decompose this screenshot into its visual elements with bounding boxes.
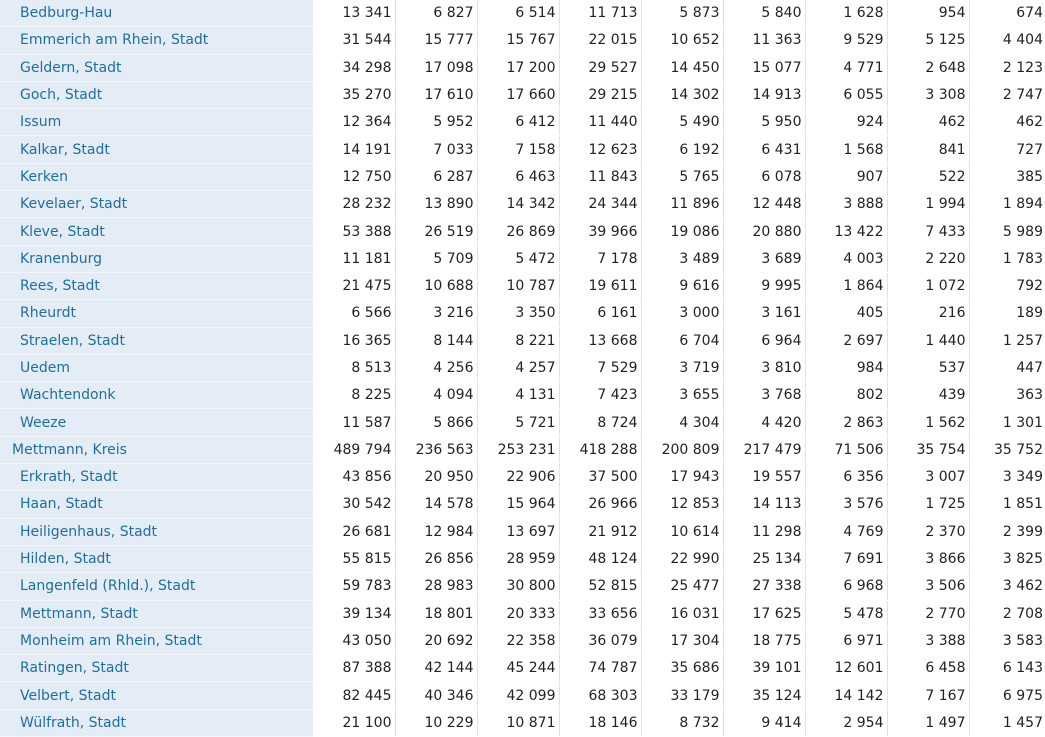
value-cell: 74 787 (559, 655, 641, 682)
value-cell: 4 304 (641, 409, 723, 436)
value-cell: 17 660 (477, 81, 559, 108)
value-cell: 43 856 (313, 464, 395, 491)
value-cell: 1 457 (969, 709, 1045, 736)
municipality-link[interactable]: Issum (0, 109, 313, 136)
table-row (0, 655, 1045, 682)
table-row (0, 464, 1045, 491)
table-row (0, 191, 1045, 218)
value-cell: 9 616 (641, 272, 723, 299)
value-cell: 4 131 (477, 382, 559, 409)
value-cell: 39 101 (723, 655, 805, 682)
value-cell: 5 873 (641, 0, 723, 27)
table-row (0, 0, 1045, 27)
value-cell: 6 968 (805, 573, 887, 600)
table-row (0, 218, 1045, 245)
value-cell: 7 033 (395, 136, 477, 163)
value-cell: 4 094 (395, 382, 477, 409)
value-cell: 489 794 (313, 436, 395, 463)
value-cell: 3 000 (641, 300, 723, 327)
value-cell: 3 388 (887, 627, 969, 654)
value-cell: 19 086 (641, 218, 723, 245)
value-cell: 24 344 (559, 191, 641, 218)
value-cell: 674 (969, 0, 1045, 27)
table-row (0, 81, 1045, 108)
value-cell: 4 256 (395, 354, 477, 381)
table-row (0, 682, 1045, 709)
municipality-link[interactable]: Uedem (0, 354, 313, 381)
value-cell: 28 959 (477, 545, 559, 572)
value-cell: 14 142 (805, 682, 887, 709)
value-cell: 39 966 (559, 218, 641, 245)
value-cell: 2 123 (969, 54, 1045, 81)
value-cell: 5 490 (641, 109, 723, 136)
table-row (0, 382, 1045, 409)
value-cell: 34 298 (313, 54, 395, 81)
value-cell: 35 270 (313, 81, 395, 108)
value-cell: 6 971 (805, 627, 887, 654)
value-cell: 9 529 (805, 27, 887, 54)
municipality-link[interactable]: Rees, Stadt (0, 272, 313, 299)
value-cell: 12 750 (313, 163, 395, 190)
value-cell: 1 894 (969, 191, 1045, 218)
table-row (0, 327, 1045, 354)
value-cell: 40 346 (395, 682, 477, 709)
table-row (0, 109, 1045, 136)
value-cell: 6 463 (477, 163, 559, 190)
value-cell: 87 388 (313, 655, 395, 682)
value-cell: 20 950 (395, 464, 477, 491)
value-cell: 363 (969, 382, 1045, 409)
value-cell: 22 015 (559, 27, 641, 54)
value-cell: 1 725 (887, 491, 969, 518)
value-cell: 6 431 (723, 136, 805, 163)
value-cell: 12 623 (559, 136, 641, 163)
value-cell: 2 370 (887, 518, 969, 545)
value-cell: 55 815 (313, 545, 395, 572)
value-cell: 14 191 (313, 136, 395, 163)
value-cell: 3 768 (723, 382, 805, 409)
value-cell: 21 475 (313, 272, 395, 299)
value-cell: 1 851 (969, 491, 1045, 518)
value-cell: 15 767 (477, 27, 559, 54)
value-cell: 6 412 (477, 109, 559, 136)
value-cell: 924 (805, 109, 887, 136)
value-cell: 14 113 (723, 491, 805, 518)
value-cell: 11 181 (313, 245, 395, 272)
table-row (0, 272, 1045, 299)
value-cell: 30 542 (313, 491, 395, 518)
value-cell: 4 771 (805, 54, 887, 81)
value-cell: 3 576 (805, 491, 887, 518)
value-cell: 16 365 (313, 327, 395, 354)
value-cell: 7 433 (887, 218, 969, 245)
value-cell: 5 478 (805, 600, 887, 627)
value-cell: 6 287 (395, 163, 477, 190)
table-row (0, 409, 1045, 436)
municipality-link[interactable]: Wülfrath, Stadt (0, 709, 313, 736)
table-row (0, 545, 1045, 572)
value-cell: 13 422 (805, 218, 887, 245)
value-cell: 21 100 (313, 709, 395, 736)
table-row (0, 573, 1045, 600)
table-row (0, 627, 1045, 654)
value-cell: 5 952 (395, 109, 477, 136)
value-cell: 253 231 (477, 436, 559, 463)
value-cell: 3 825 (969, 545, 1045, 572)
value-cell: 26 856 (395, 545, 477, 572)
table-row (0, 54, 1045, 81)
value-cell: 727 (969, 136, 1045, 163)
value-cell: 68 303 (559, 682, 641, 709)
value-cell: 3 506 (887, 573, 969, 600)
value-cell: 39 134 (313, 600, 395, 627)
value-cell: 14 450 (641, 54, 723, 81)
value-cell: 5 125 (887, 27, 969, 54)
value-cell: 6 192 (641, 136, 723, 163)
municipality-link[interactable]: Kerken (0, 163, 313, 190)
value-cell: 18 146 (559, 709, 641, 736)
municipality-link[interactable]: Kranenburg (0, 245, 313, 272)
value-cell: 236 563 (395, 436, 477, 463)
value-cell: 26 869 (477, 218, 559, 245)
value-cell: 7 158 (477, 136, 559, 163)
value-cell: 7 691 (805, 545, 887, 572)
value-cell: 17 943 (641, 464, 723, 491)
value-cell: 6 458 (887, 655, 969, 682)
value-cell: 3 349 (969, 464, 1045, 491)
value-cell: 8 144 (395, 327, 477, 354)
value-cell: 35 752 (969, 436, 1045, 463)
value-cell: 42 144 (395, 655, 477, 682)
value-cell: 18 801 (395, 600, 477, 627)
value-cell: 48 124 (559, 545, 641, 572)
municipality-link[interactable]: Geldern, Stadt (0, 54, 313, 81)
value-cell: 18 775 (723, 627, 805, 654)
value-cell: 537 (887, 354, 969, 381)
value-cell: 1 257 (969, 327, 1045, 354)
value-cell: 5 472 (477, 245, 559, 272)
value-cell: 522 (887, 163, 969, 190)
value-cell: 8 225 (313, 382, 395, 409)
value-cell: 5 866 (395, 409, 477, 436)
value-cell: 1 994 (887, 191, 969, 218)
value-cell: 13 697 (477, 518, 559, 545)
value-cell: 3 719 (641, 354, 723, 381)
value-cell: 802 (805, 382, 887, 409)
value-cell: 216 (887, 300, 969, 327)
value-cell: 1 072 (887, 272, 969, 299)
value-cell: 4 257 (477, 354, 559, 381)
value-cell: 13 341 (313, 0, 395, 27)
value-cell: 14 302 (641, 81, 723, 108)
value-cell: 17 625 (723, 600, 805, 627)
value-cell: 439 (887, 382, 969, 409)
value-cell: 19 611 (559, 272, 641, 299)
value-cell: 6 161 (559, 300, 641, 327)
value-cell: 20 333 (477, 600, 559, 627)
value-cell: 15 077 (723, 54, 805, 81)
value-cell: 1 440 (887, 327, 969, 354)
value-cell: 5 989 (969, 218, 1045, 245)
value-cell: 2 954 (805, 709, 887, 736)
value-cell: 11 896 (641, 191, 723, 218)
value-cell: 16 031 (641, 600, 723, 627)
value-cell: 21 912 (559, 518, 641, 545)
value-cell: 1 783 (969, 245, 1045, 272)
value-cell: 8 724 (559, 409, 641, 436)
value-cell: 418 288 (559, 436, 641, 463)
value-cell: 6 566 (313, 300, 395, 327)
municipality-link[interactable]: Mettmann, Stadt (0, 600, 313, 627)
table-row (0, 300, 1045, 327)
value-cell: 45 244 (477, 655, 559, 682)
value-cell: 4 769 (805, 518, 887, 545)
value-cell: 3 462 (969, 573, 1045, 600)
table-row (0, 136, 1045, 163)
value-cell: 37 500 (559, 464, 641, 491)
value-cell: 2 697 (805, 327, 887, 354)
value-cell: 954 (887, 0, 969, 27)
value-cell: 2 220 (887, 245, 969, 272)
table-row (0, 518, 1045, 545)
value-cell: 29 527 (559, 54, 641, 81)
value-cell: 5 840 (723, 0, 805, 27)
value-cell: 11 298 (723, 518, 805, 545)
value-cell: 3 689 (723, 245, 805, 272)
value-cell: 11 587 (313, 409, 395, 436)
value-cell: 2 648 (887, 54, 969, 81)
value-cell: 10 688 (395, 272, 477, 299)
municipality-link[interactable]: Kevelaer, Stadt (0, 191, 313, 218)
value-cell: 22 906 (477, 464, 559, 491)
value-cell: 907 (805, 163, 887, 190)
value-cell: 8 221 (477, 327, 559, 354)
value-cell: 20 880 (723, 218, 805, 245)
municipality-link[interactable]: Wachtendonk (0, 382, 313, 409)
municipality-link[interactable]: Kalkar, Stadt (0, 136, 313, 163)
value-cell: 12 601 (805, 655, 887, 682)
value-cell: 22 358 (477, 627, 559, 654)
municipality-link[interactable]: Haan, Stadt (0, 491, 313, 518)
municipality-link[interactable]: Straelen, Stadt (0, 327, 313, 354)
table-row (0, 27, 1045, 54)
value-cell: 5 765 (641, 163, 723, 190)
value-cell: 25 134 (723, 545, 805, 572)
value-cell: 10 787 (477, 272, 559, 299)
value-cell: 841 (887, 136, 969, 163)
value-cell: 10 871 (477, 709, 559, 736)
value-cell: 11 363 (723, 27, 805, 54)
value-cell: 17 304 (641, 627, 723, 654)
value-cell: 6 975 (969, 682, 1045, 709)
value-cell: 2 863 (805, 409, 887, 436)
value-cell: 13 668 (559, 327, 641, 354)
value-cell: 33 179 (641, 682, 723, 709)
value-cell: 26 681 (313, 518, 395, 545)
value-cell: 10 652 (641, 27, 723, 54)
value-cell: 12 853 (641, 491, 723, 518)
value-cell: 3 655 (641, 382, 723, 409)
value-cell: 14 913 (723, 81, 805, 108)
value-cell: 31 544 (313, 27, 395, 54)
municipality-link[interactable]: Hilden, Stadt (0, 545, 313, 572)
value-cell: 28 983 (395, 573, 477, 600)
value-cell: 6 514 (477, 0, 559, 27)
value-cell: 447 (969, 354, 1045, 381)
value-cell: 13 890 (395, 191, 477, 218)
value-cell: 17 610 (395, 81, 477, 108)
municipality-link[interactable]: Erkrath, Stadt (0, 464, 313, 491)
value-cell: 3 216 (395, 300, 477, 327)
value-cell: 7 423 (559, 382, 641, 409)
value-cell: 1 562 (887, 409, 969, 436)
value-cell: 25 477 (641, 573, 723, 600)
value-cell: 43 050 (313, 627, 395, 654)
value-cell: 29 215 (559, 81, 641, 108)
value-cell: 2 747 (969, 81, 1045, 108)
municipality-link[interactable]: Kleve, Stadt (0, 218, 313, 245)
municipality-link[interactable]: Ratingen, Stadt (0, 655, 313, 682)
value-cell: 1 628 (805, 0, 887, 27)
value-cell: 2 770 (887, 600, 969, 627)
value-cell: 14 342 (477, 191, 559, 218)
value-cell: 7 167 (887, 682, 969, 709)
value-cell: 35 754 (887, 436, 969, 463)
value-cell: 8 513 (313, 354, 395, 381)
value-cell: 35 124 (723, 682, 805, 709)
value-cell: 36 079 (559, 627, 641, 654)
value-cell: 3 583 (969, 627, 1045, 654)
value-cell: 12 984 (395, 518, 477, 545)
table-row (0, 163, 1045, 190)
value-cell: 12 448 (723, 191, 805, 218)
table-row (0, 436, 1045, 463)
value-cell: 6 356 (805, 464, 887, 491)
value-cell: 17 200 (477, 54, 559, 81)
value-cell: 4 404 (969, 27, 1045, 54)
value-cell: 9 995 (723, 272, 805, 299)
value-cell: 462 (969, 109, 1045, 136)
value-cell: 217 479 (723, 436, 805, 463)
value-cell: 3 161 (723, 300, 805, 327)
value-cell: 462 (887, 109, 969, 136)
table-row (0, 709, 1045, 736)
value-cell: 9 414 (723, 709, 805, 736)
value-cell: 2 708 (969, 600, 1045, 627)
value-cell: 7 529 (559, 354, 641, 381)
municipality-link[interactable]: Rheurdt (0, 300, 313, 327)
value-cell: 19 557 (723, 464, 805, 491)
municipality-link[interactable]: Goch, Stadt (0, 81, 313, 108)
value-cell: 3 007 (887, 464, 969, 491)
municipality-link[interactable]: Mettmann, Kreis (0, 436, 313, 463)
value-cell: 3 308 (887, 81, 969, 108)
value-cell: 20 692 (395, 627, 477, 654)
value-cell: 33 656 (559, 600, 641, 627)
value-cell: 10 614 (641, 518, 723, 545)
value-cell: 1 568 (805, 136, 887, 163)
value-cell: 26 966 (559, 491, 641, 518)
value-cell: 3 888 (805, 191, 887, 218)
value-cell: 82 445 (313, 682, 395, 709)
value-cell: 5 709 (395, 245, 477, 272)
value-cell: 11 440 (559, 109, 641, 136)
value-cell: 35 686 (641, 655, 723, 682)
value-cell: 28 232 (313, 191, 395, 218)
value-cell: 1 301 (969, 409, 1045, 436)
value-cell: 30 800 (477, 573, 559, 600)
value-cell: 52 815 (559, 573, 641, 600)
table-row (0, 491, 1045, 518)
value-cell: 14 578 (395, 491, 477, 518)
municipality-link[interactable]: Emmerich am Rhein, Stadt (0, 27, 313, 54)
value-cell: 2 399 (969, 518, 1045, 545)
value-cell: 42 099 (477, 682, 559, 709)
value-cell: 59 783 (313, 573, 395, 600)
value-cell: 17 098 (395, 54, 477, 81)
value-cell: 6 055 (805, 81, 887, 108)
municipality-link[interactable]: Heiligenhaus, Stadt (0, 518, 313, 545)
value-cell: 405 (805, 300, 887, 327)
value-cell: 11 713 (559, 0, 641, 27)
value-cell: 4 003 (805, 245, 887, 272)
value-cell: 11 843 (559, 163, 641, 190)
value-cell: 5 950 (723, 109, 805, 136)
value-cell: 6 964 (723, 327, 805, 354)
value-cell: 385 (969, 163, 1045, 190)
municipality-link[interactable]: Langenfeld (Rhld.), Stadt (0, 573, 313, 600)
value-cell: 200 809 (641, 436, 723, 463)
value-cell: 6 078 (723, 163, 805, 190)
value-cell: 53 388 (313, 218, 395, 245)
value-cell: 26 519 (395, 218, 477, 245)
value-cell: 10 229 (395, 709, 477, 736)
value-cell: 3 810 (723, 354, 805, 381)
value-cell: 7 178 (559, 245, 641, 272)
municipality-link[interactable]: Velbert, Stadt (0, 682, 313, 709)
value-cell: 3 350 (477, 300, 559, 327)
value-cell: 792 (969, 272, 1045, 299)
value-cell: 71 506 (805, 436, 887, 463)
value-cell: 6 827 (395, 0, 477, 27)
value-cell: 6 704 (641, 327, 723, 354)
table-row (0, 354, 1045, 381)
value-cell: 22 990 (641, 545, 723, 572)
value-cell: 5 721 (477, 409, 559, 436)
value-cell: 15 964 (477, 491, 559, 518)
value-cell: 12 364 (313, 109, 395, 136)
municipality-link[interactable]: Weeze (0, 409, 313, 436)
value-cell: 8 732 (641, 709, 723, 736)
table-row (0, 245, 1045, 272)
value-cell: 3 489 (641, 245, 723, 272)
value-cell: 15 777 (395, 27, 477, 54)
municipality-link[interactable]: Bedburg-Hau (0, 0, 313, 27)
municipality-link[interactable]: Monheim am Rhein, Stadt (0, 627, 313, 654)
value-cell: 1 864 (805, 272, 887, 299)
table-row (0, 600, 1045, 627)
value-cell: 27 338 (723, 573, 805, 600)
value-cell: 4 420 (723, 409, 805, 436)
value-cell: 189 (969, 300, 1045, 327)
value-cell: 984 (805, 354, 887, 381)
value-cell: 3 866 (887, 545, 969, 572)
value-cell: 6 143 (969, 655, 1045, 682)
value-cell: 1 497 (887, 709, 969, 736)
